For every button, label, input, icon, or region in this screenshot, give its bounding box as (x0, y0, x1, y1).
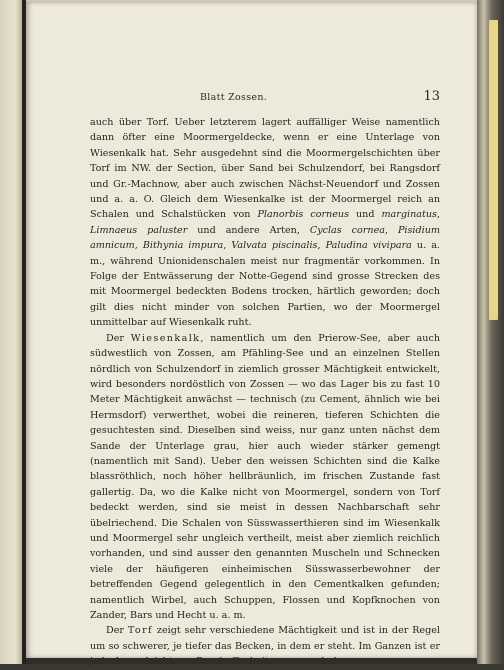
page-number: 13 (423, 89, 440, 104)
species-name: marginatus (381, 209, 437, 221)
bookmark-tab (489, 20, 498, 320)
species-name: Planorbis corneus (257, 209, 350, 221)
text-run: auch über Torf. Ueber letzterem lagert auffälliger Weise namentlich dann öfter eine Moormergeldecke, wenn er eine Unterlage von Wiesenkalk hat. Sehr ausgedehnt sind die Moormergelschichten über Torf im NW. der Section, über Sand bei Schulzendorf, bei Rangsdorf und Gr.-Machnow, aber auch zwischen Nächst-Neuendorf und Zossen und a. a. O. Gleich dem Wiesenkalke ist der Moormergel reich an Schalen und Schalstücken von (90, 117, 440, 221)
text-run: Der (106, 332, 131, 344)
body-text (90, 115, 440, 670)
text-run: zeigt sehr verschiedene Mächtigkeit und ist in der Regel um so schwerer, je tiefer das Becken, in dem er steht. Im Ganzen ist er (90, 625, 440, 652)
text-run: , namentlich um den Prierow-See, aber auch südwestlich von Zossen, am Pfähling-See und an einzelnen Stellen nördlich von Schulzendorf in ziemlich grosser Mächtigkeit entwickelt, wird besonders nordöstlich von Zossen — wo das Lager bis zu fast 10 Meter Mächtigkeit anwächst — technisch (zu Cement, ähnlich wie bei Hermsdorf) verwerthet, wobei die reineren, tieferen Schichten die gesuchtesten sind. Dieselben sind weiss, nur ganz unten nächst dem Sande der Unterlage grau, hier auch wieder stärker gemengt (namentlich mit Sand). Ueber den weissen Schichten sind die Kalke blassröthlich, noch höher hellbräunlich, im frischen Zustande fast gallertig. Da, wo die Kalke nicht von Moormergel, sondern von Torf bedeckt werden, sind sie meist in dessen Nachbarschaft sehr übelriechend. Die Schalen von Süsswasserthieren sind im Wiesenkalk und Moormergel sehr ungleich vertheilt, meist aber ziemlich reichlich vorhanden, und sind ausser den genannten Muscheln und Schnecken viele der häufigeren einheimischen Süsswasserbewohner der betreffenden Gegend gelegentlich in den Cementkalken gefunden; namentlich Wirbel, auch Schuppen, Flossen und Kopfknochen von Zander, Bars und Hecht u. a. m. (90, 332, 440, 621)
left-page-edge (0, 0, 22, 664)
text-run: , (223, 240, 232, 252)
species-name: Limnaeus paluster (90, 224, 188, 236)
spaced-term: Torf (127, 625, 154, 637)
text-run: Der (106, 625, 128, 637)
species-name: Paludina vivipara (325, 240, 412, 252)
spaced-term: Wiesenkalk (130, 332, 201, 344)
species-name: Valvata piscinalis (231, 240, 318, 252)
species-name: Pisidium amnicum (90, 224, 440, 252)
species-name: Cyclas cornea (309, 224, 385, 236)
running-head: Blatt Zossen. (200, 92, 268, 103)
text-run: u. a. m., während Unionidenschalen meist nur fragmentär vorkommen. In Folge der Entwässerung der Notte-Gegend sind grosse Strecken des mit Moormergel bedeckten Bodens trocken, härtlich geworden; doch gilt dies nicht minder von solchen Partien, wo der Moormergel unmittelbar auf Wiesenkalk ruht. (90, 240, 440, 329)
page-stack-edge (477, 0, 504, 664)
text-run: , (436, 209, 440, 221)
text-run: , (317, 240, 326, 252)
paragraph (90, 115, 440, 331)
page-bottom-shadow (26, 658, 477, 664)
species-name: Bithynia impura (142, 240, 224, 252)
paragraph (90, 331, 440, 624)
text-run: , (384, 224, 398, 236)
text-run: , (134, 240, 143, 252)
text-run: und andere Arten, (187, 224, 310, 236)
text-run: und (349, 209, 382, 221)
page-header (90, 89, 440, 108)
